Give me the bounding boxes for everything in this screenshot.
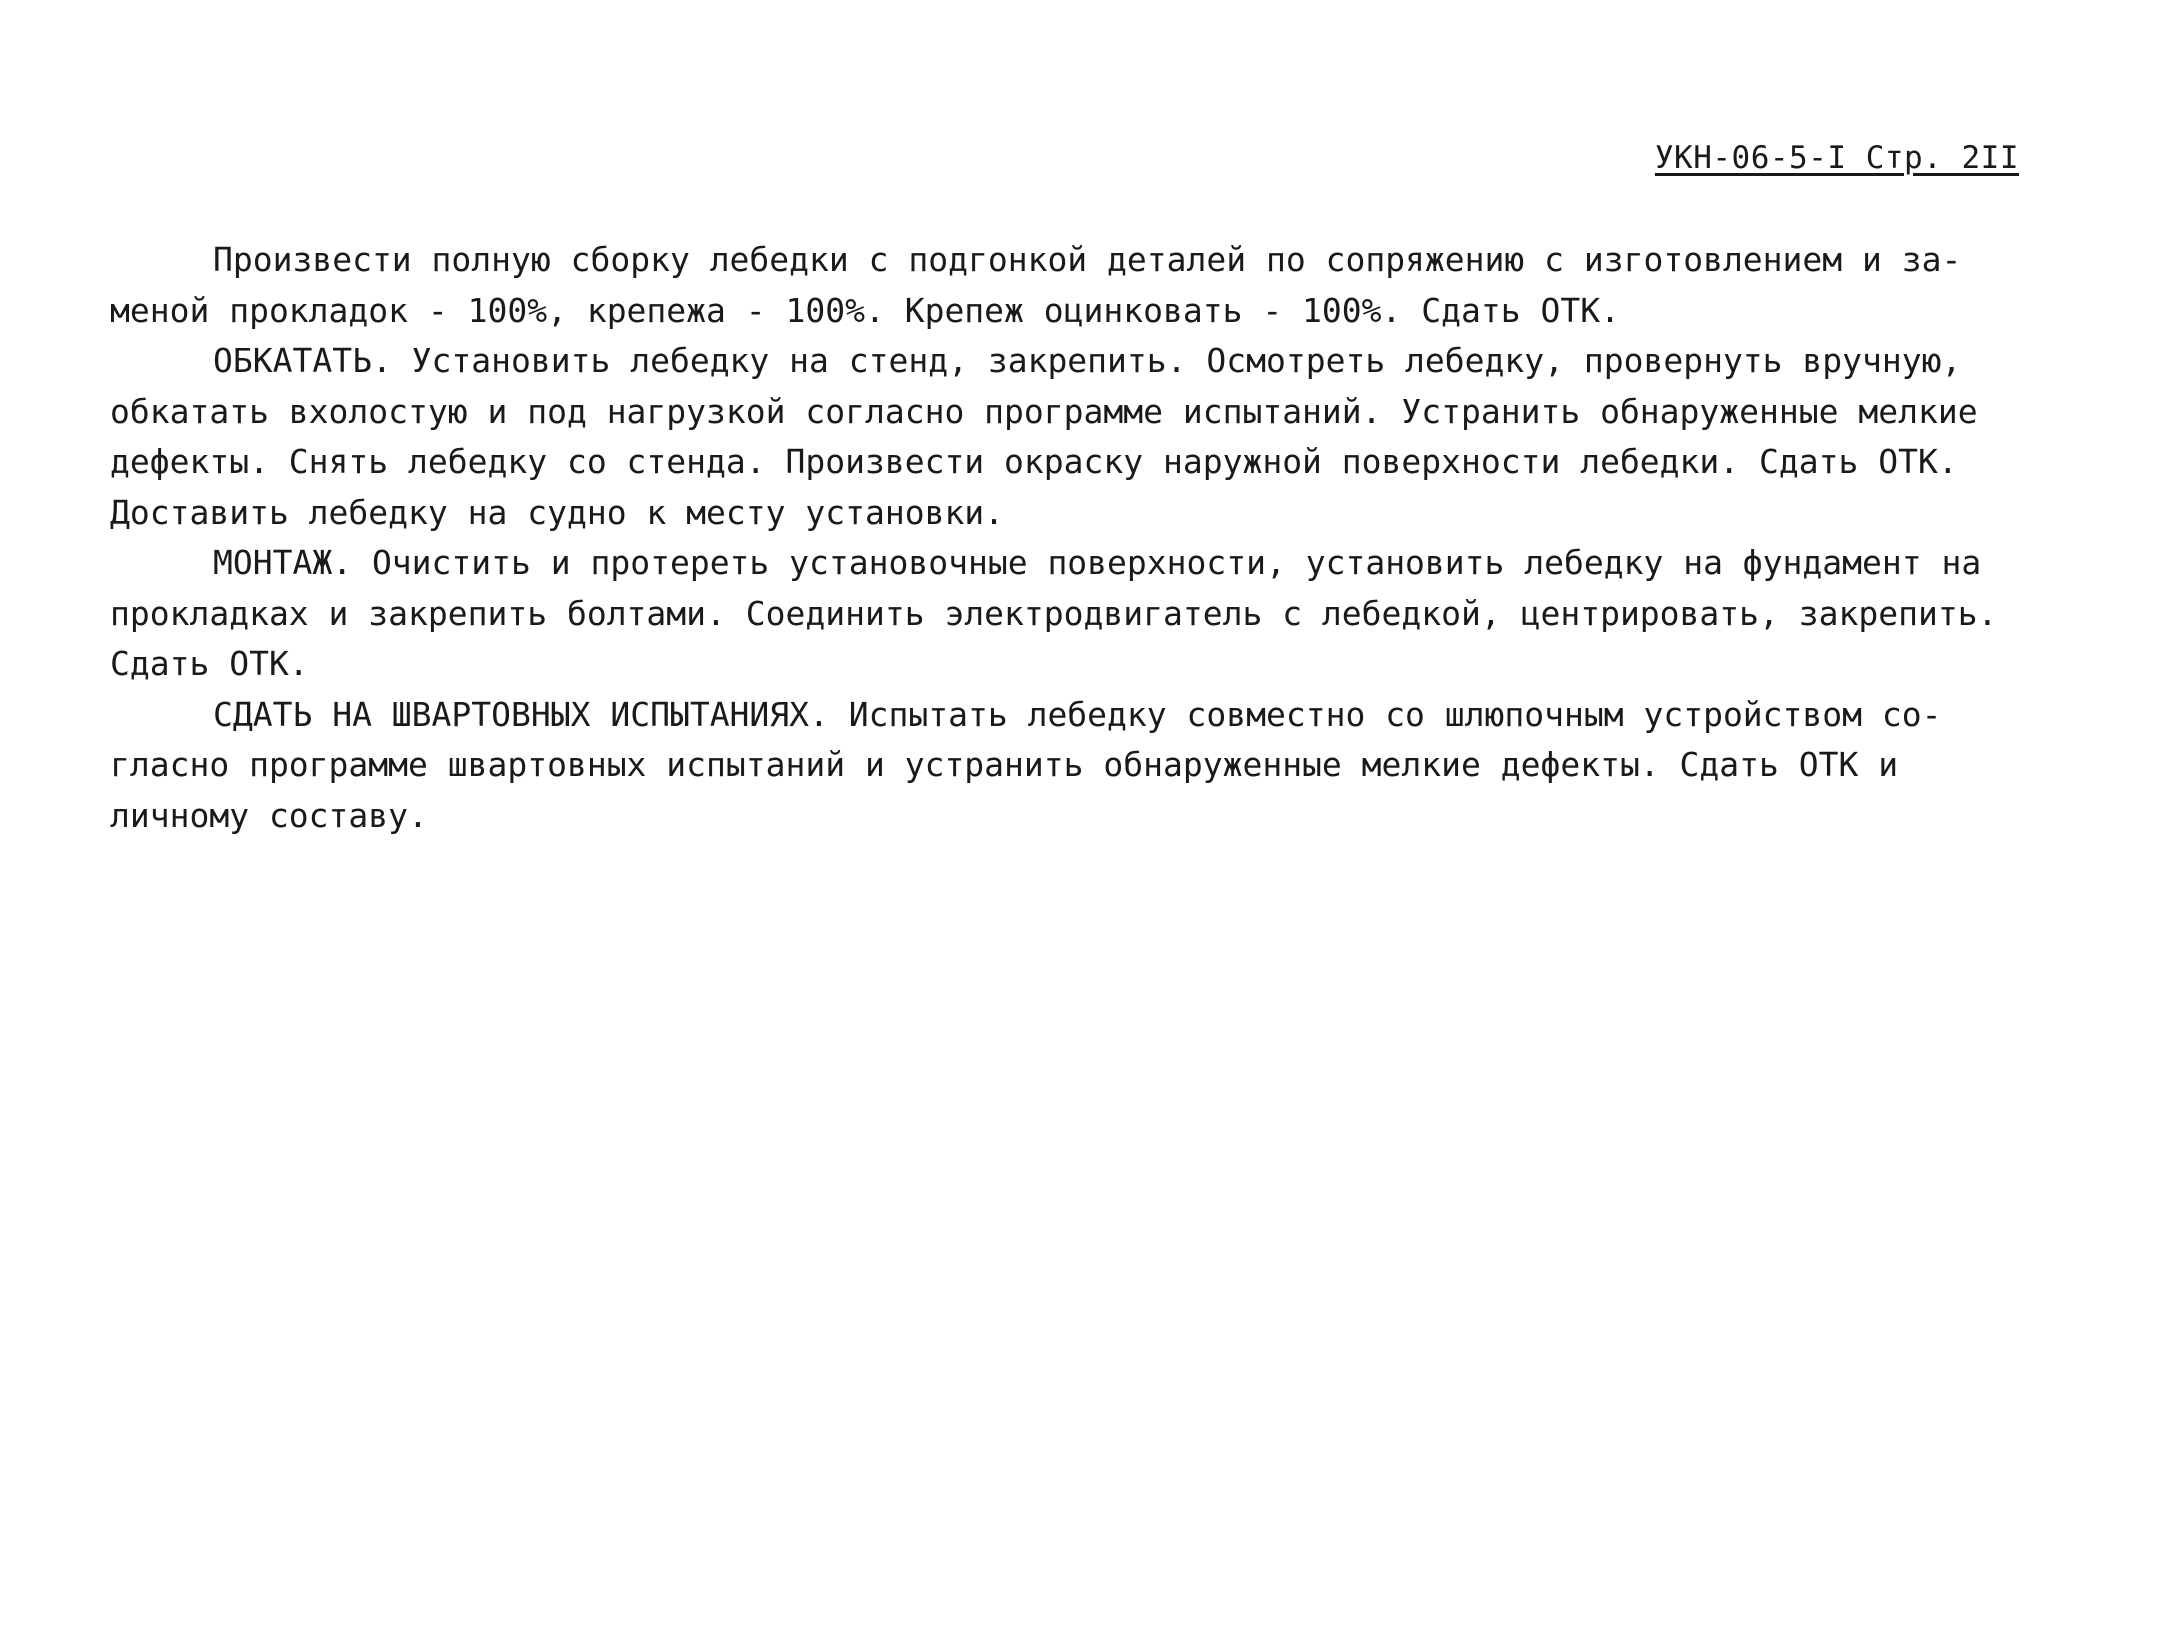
paragraph-mooring-trials: СДАТЬ НА ШВАРТОВНЫХ ИСПЫТАНИЯХ. Испытать лебедку совместно со шлюпочным устройством со- гласно программе швартовных испытаний и устранить обнаруженные мелкие дефекты. Сдать ОТК и личному составу. — [110, 694, 1942, 835]
document-body — [110, 235, 2050, 841]
paragraph-installation: МОНТАЖ. Очистить и протереть установочные поверхности, установить лебедку на фундамент на прокладках и закрепить болтами. Соединить электродвигатель с лебедкой, центрировать, закрепить. Сдать ОТК. — [110, 543, 1998, 683]
paragraph-assembly: Произвести полную сборку лебедки с подгонкой деталей по сопряжению с изготовлением и за- меной прокладок - 100%, крепежа - 100%. Крепеж оцинковать - 100%. Сдать ОТК. — [110, 240, 1962, 330]
page-header: УКН-06-5-I Стр. 2II — [1654, 140, 2019, 176]
paragraph-break-in: ОБКАТАТЬ. Установить лебедку на стенд, закрепить. Осмотреть лебедку, провернуть вручную, обкатать вхолостую и под нагрузкой согласно программе испытаний. Устранить обнаруженные мелкие дефекты. Снять лебедку со стенда. Произвести окраску наружной поверхности лебедки. Сдать ОТК. Доставить лебедку на судно к месту установки. — [110, 341, 1978, 532]
